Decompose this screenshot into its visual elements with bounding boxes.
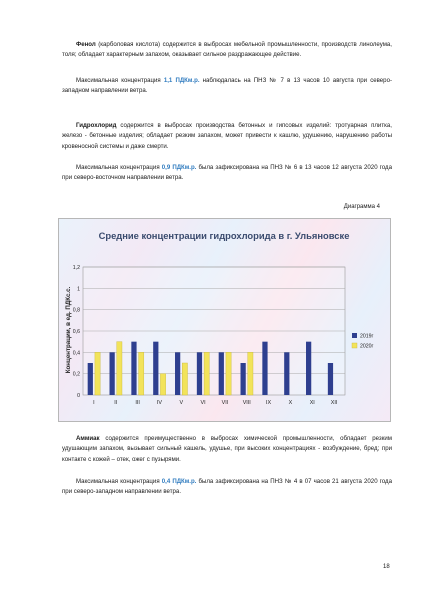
- bar-2019г-XI: [306, 342, 311, 395]
- phenol-max-suffix: наблюдалась на ПНЗ № 7 в 13 часов 10 августа при северо-западном направлении ветра.: [62, 77, 392, 95]
- bar-2019г-VII: [219, 352, 224, 395]
- bar-2020г-VIII: [248, 352, 253, 395]
- x-tick-label: VII: [221, 400, 229, 406]
- y-tick-label: 1,2: [72, 265, 80, 271]
- phenol-term: Фенол: [76, 41, 96, 48]
- phenol-paragraph: [62, 40, 392, 61]
- x-tick-label: XI: [309, 400, 315, 406]
- phenol-description: (карболовая кислота) содержится в выбросах мебельной промышленности, производств линолеума, толя; обладает характерным запахом, оказывает сильное раздражающее действие.: [62, 41, 392, 59]
- x-tick-label: V: [179, 400, 184, 406]
- bar-2019г-III: [131, 342, 136, 395]
- x-tick-label: XII: [330, 400, 338, 406]
- chart-title: Средние концентрации гидрохлорида в г. Ульяновске: [98, 230, 350, 241]
- ammonia-max-value: 0,4 ПДКм.р.: [161, 478, 197, 485]
- phenol-max-prefix: Максимальная концентрация: [76, 77, 164, 84]
- bar-2020г-VII: [226, 352, 231, 395]
- bar-2019г-X: [284, 352, 289, 395]
- x-tick-label: IX: [266, 400, 272, 406]
- hcl-max-value: 0,9 ПДКм.р.: [161, 164, 197, 171]
- legend-label-2019г: 2019г: [360, 333, 374, 340]
- x-tick-label: III: [135, 400, 140, 406]
- x-tick-label: I: [93, 400, 95, 406]
- hcl-term: Гидрохлорид: [76, 122, 117, 129]
- bar-2020г-I: [95, 352, 100, 395]
- ammonia-paragraph: [62, 434, 392, 465]
- legend-label-2020г: 2020г: [360, 343, 374, 350]
- x-tick-label: VIII: [242, 400, 251, 406]
- x-tick-label: X: [288, 400, 293, 406]
- y-tick-label: 1: [77, 286, 80, 293]
- hcl-max-paragraph: [62, 163, 392, 184]
- phenol-max-paragraph: [62, 76, 392, 97]
- x-tick-label: II: [114, 400, 118, 406]
- x-tick-label: VI: [200, 400, 206, 406]
- bar-2020г-IV: [160, 374, 165, 395]
- bar-chart: [59, 219, 390, 421]
- legend-swatch-2019г: [352, 333, 357, 338]
- phenol-max-value: 1,1 ПДКм.р.: [163, 77, 200, 84]
- y-tick-label: 0,8: [72, 307, 80, 314]
- bar-2019г-VIII: [241, 363, 246, 395]
- ammonia-max-prefix: Максимальная концентрация: [76, 478, 162, 485]
- bar-2019г-I: [88, 363, 93, 395]
- ammonia-max-suffix: была зафиксирована на ПНЗ № 4 в 07 часов 21 августа 2020 года при северо-западном направлении ветра.: [62, 478, 392, 496]
- page-number: 18: [383, 564, 390, 570]
- bar-2019г-VI: [197, 352, 202, 395]
- chart-container: [58, 218, 391, 422]
- bar-2019г-IV: [153, 342, 158, 395]
- diagram-label: Диаграмма 4: [343, 204, 380, 210]
- bar-2019г-XII: [328, 363, 333, 395]
- ammonia-term: Аммиак: [76, 435, 100, 442]
- bar-2019г-II: [110, 352, 115, 395]
- hcl-max-suffix: была зафиксирована на ПНЗ № 6 в 13 часов 12 августа 2020 года при северо-восточном направлении ветра.: [62, 164, 392, 182]
- bar-2020г-II: [117, 342, 122, 395]
- bar-2020г-III: [139, 352, 144, 395]
- y-tick-label: 0: [77, 393, 80, 399]
- ammonia-description: содержится преимущественно в выбросах химической промышленности, обладает резким удушающим запахом, вызывает сильный кашель, удушье, при высоких концентрациях - возбуждение, бред; при контакте с кожей – отек, ожег с пузырями.: [62, 435, 392, 463]
- bar-2019г-IX: [262, 342, 267, 395]
- hcl-paragraph: [62, 121, 392, 152]
- y-axis-label: Концентрации, в ед. ПДКс.с.: [65, 286, 72, 374]
- y-tick-label: 0,4: [72, 350, 80, 357]
- ammonia-max-paragraph: [62, 477, 392, 498]
- x-tick-label: IV: [156, 400, 162, 406]
- hcl-description: содержится в выбросах производства бетонных и гипсовых изделий: тротуарная плитка, железо - бетонные изделия; обладает резким запахом, может привести к кашлю, удушению, нарушению работы кровеносной системы и даже смерти.: [62, 122, 392, 150]
- bar-2020г-V: [182, 363, 187, 395]
- legend-swatch-2020г: [352, 343, 357, 348]
- y-tick-label: 0,6: [72, 329, 80, 335]
- bar-2019г-V: [175, 352, 180, 395]
- hcl-max-prefix: Максимальная концентрация: [76, 164, 162, 171]
- bar-2020г-VI: [204, 352, 209, 395]
- y-tick-label: 0,2: [72, 371, 80, 378]
